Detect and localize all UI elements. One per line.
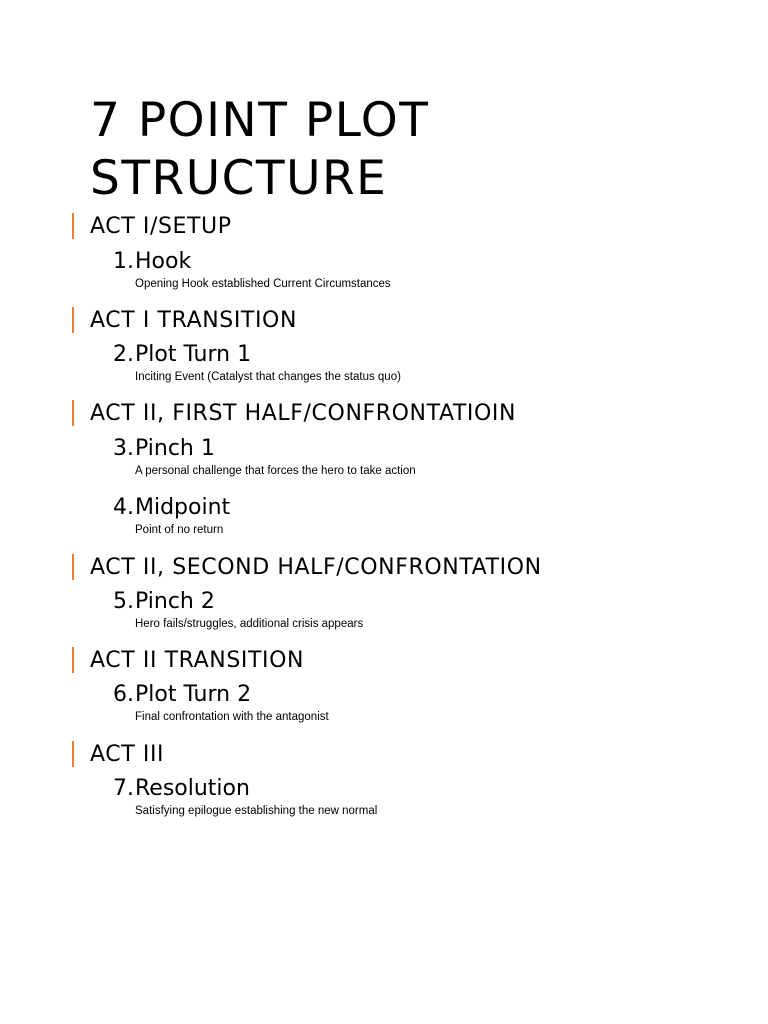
act-label: ACT III: [90, 741, 165, 767]
point-item-3: [113, 434, 215, 462]
point-name: Plot Turn 2: [135, 681, 252, 707]
point-number: 7.: [113, 775, 134, 801]
act-heading-4: [72, 552, 542, 582]
point-name: Pinch 2: [135, 588, 215, 614]
point-item-7: [113, 774, 250, 802]
act-heading-2: [72, 305, 297, 335]
act-label: ACT II, FIRST HALF/CONFRONTATIOIN: [90, 400, 517, 426]
page-title: [90, 92, 429, 208]
point-description-3: A personal challenge that forces the hero to take action: [135, 465, 416, 477]
point-item-4: [113, 493, 230, 521]
act-heading-6: [72, 739, 164, 769]
point-item-6: [113, 680, 251, 708]
act-accent-bar: [72, 307, 74, 333]
point-number: 3.: [113, 435, 134, 461]
point-item-2: [113, 340, 251, 368]
act-accent-bar: [72, 213, 74, 239]
point-number: 6.: [113, 681, 134, 707]
act-accent-bar: [72, 400, 74, 426]
act-label: ACT II, SECOND HALF/CONFRONTATION: [90, 554, 542, 580]
point-description-4: Point of no return: [135, 524, 224, 536]
point-item-1: [113, 247, 191, 275]
point-number: 5.: [113, 588, 134, 614]
act-label: ACT I/SETUP: [90, 213, 232, 239]
act-heading-3: [72, 398, 516, 428]
point-name: Hook: [135, 248, 192, 274]
point-description-1: Opening Hook established Current Circumstances: [135, 278, 391, 290]
point-description-2: Inciting Event (Catalyst that changes the status quo): [135, 371, 401, 383]
act-heading-5: [72, 645, 304, 675]
act-accent-bar: [72, 741, 74, 767]
act-label: ACT I TRANSITION: [90, 307, 298, 333]
point-description-6: Final confrontation with the antagonist: [135, 711, 329, 723]
act-accent-bar: [72, 647, 74, 673]
point-number: 4.: [113, 494, 134, 520]
point-name: Pinch 1: [135, 435, 215, 461]
point-description-5: Hero fails/struggles, additional crisis appears: [135, 618, 364, 630]
point-number: 1.: [113, 248, 134, 274]
act-label: ACT II TRANSITION: [90, 647, 305, 673]
act-heading-1: [72, 211, 232, 241]
point-item-5: [113, 587, 215, 615]
point-description-7: Satisfying epilogue establishing the new normal: [135, 805, 378, 817]
point-name: Midpoint: [135, 494, 231, 520]
point-name: Resolution: [135, 775, 250, 801]
point-number: 2.: [113, 341, 134, 367]
title-line-2: STRUCTURE: [90, 151, 388, 206]
title-line-1: 7 POINT PLOT: [90, 93, 430, 148]
point-name: Plot Turn 1: [135, 341, 252, 367]
act-accent-bar: [72, 554, 74, 580]
